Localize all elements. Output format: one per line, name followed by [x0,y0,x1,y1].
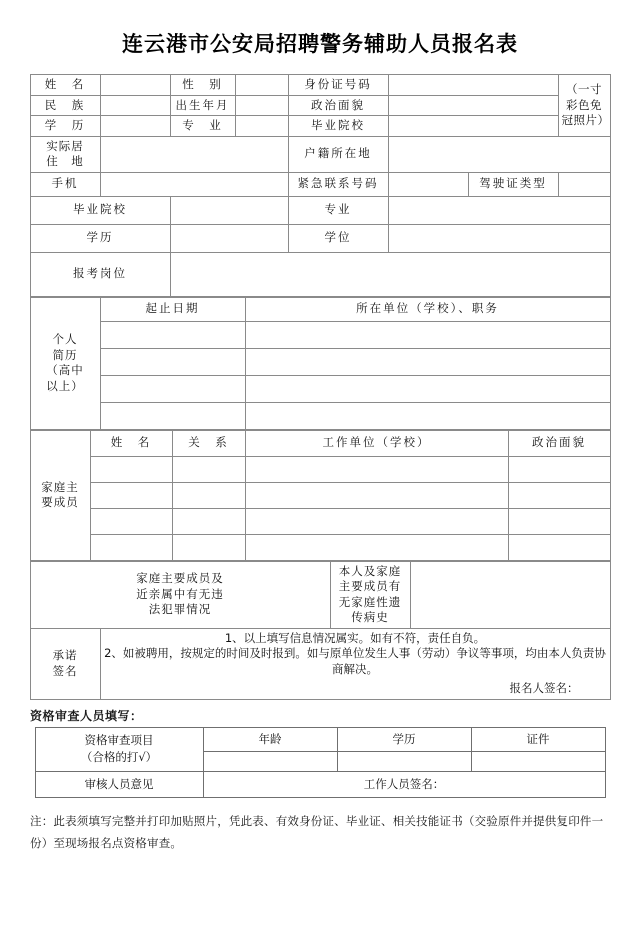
degree-field[interactable] [388,224,610,252]
personal-resume-table [30,297,611,430]
review-column-header-education: 学历 [337,727,471,751]
review-value-certificate[interactable] [471,751,605,771]
graduated-school-label: 毕业院校 [288,116,388,137]
major-label: 专 业 [170,116,235,137]
gender-field[interactable] [235,75,288,96]
family-unit-cell[interactable] [245,534,508,560]
family-political-cell[interactable] [508,534,610,560]
family-unit-cell[interactable] [245,508,508,534]
applicant-info-table [30,74,611,297]
commitment-item-1: 1、以上填写信息情况属实。如有不符，责任自负。 [224,630,486,645]
resume-column-header-date: 起止日期 [100,297,245,321]
political-status-field[interactable] [388,95,558,116]
family-political-cell[interactable] [508,456,610,482]
major2-field[interactable] [388,196,610,224]
residence-field[interactable] [100,136,288,172]
family-relation-cell[interactable] [172,482,245,508]
resume-label-line-1: 简历 [52,347,78,362]
review-item-label-line2: （合格的打√） [80,750,158,765]
resume-date-cell[interactable] [100,321,245,348]
review-value-education[interactable] [337,751,471,771]
ethnicity-label: 民 族 [30,95,100,116]
table-row [30,297,610,321]
table-row [30,628,610,699]
reviewer-opinion-label: 审核人员意见 [35,771,203,797]
photo-placeholder[interactable] [558,75,610,137]
photo-note-line2: 冠照片） [561,113,610,128]
form-footnote: 注：此表须填写完整并打印加贴照片，凭此表、有效身份证、毕业证、相关技能证书（交验原件并提供复印件一份）至现场报名点资格审查。 [30,813,604,851]
table-row [30,508,610,534]
resume-unit-cell[interactable] [245,348,610,375]
ethnicity-field[interactable] [100,95,170,116]
residence-label-line2: 住 地 [46,154,84,169]
family-political-cell[interactable] [508,482,610,508]
commitment-label-line1: 承诺 [52,648,78,663]
family-name-cell[interactable] [90,456,172,482]
commitment-item-2: 2、如被聘用，按规定的时间及时报到。如与原单位发生人事（劳动）争议等事项，均由本人负责协商解决。 [104,646,606,676]
major-field[interactable] [235,116,288,137]
id-number-label: 身份证号码 [288,75,388,96]
education-field[interactable] [100,116,170,137]
birth-date-field[interactable] [235,95,288,116]
mobile-field[interactable] [100,172,288,196]
table-row [30,430,610,456]
hereditary-disease-field[interactable] [410,561,610,628]
hereditary-label-line-0: 本人及家庭 [338,563,402,578]
hereditary-label-line-1: 主要成员有 [338,579,402,594]
mobile-label: 手机 [30,172,100,196]
resume-date-cell[interactable] [100,375,245,402]
birth-date-label: 出生年月 [170,95,235,116]
review-column-header-certificate: 证件 [471,727,605,751]
resume-unit-cell[interactable] [245,375,610,402]
education2-label: 学历 [30,224,170,252]
resume-section-label [30,297,100,429]
emergency-contact-field[interactable] [388,172,468,196]
family-unit-cell[interactable] [245,482,508,508]
family-section-label [30,430,90,560]
table-row [30,561,610,628]
driver-license-label: 驾驶证类型 [468,172,558,196]
graduated-school2-field[interactable] [170,196,288,224]
education-label: 学 历 [30,116,100,137]
resume-column-header-unit: 所在单位（学校）、职务 [245,297,610,321]
family-column-header-relation: 关 系 [172,430,245,456]
family-name-cell[interactable] [90,482,172,508]
driver-license-field[interactable] [558,172,610,196]
family-relation-cell[interactable] [172,534,245,560]
review-column-header-age: 年龄 [203,727,337,751]
criminal-label-line-0: 家庭主要成员及 [136,571,224,586]
table-row [30,375,610,402]
name-label: 姓 名 [30,75,100,96]
family-column-header-name: 姓 名 [90,430,172,456]
family-relation-cell[interactable] [172,508,245,534]
review-item-label [35,727,203,771]
criminal-record-label [30,561,330,628]
review-item-label-line1: 资格审查项目 [84,733,154,748]
commitment-label-line2: 签名 [52,663,78,678]
table-row [30,321,610,348]
page-title: 连云港市公安局招聘警务辅助人员报名表 [122,31,518,56]
resume-unit-cell[interactable] [245,402,610,429]
graduated-school-field[interactable] [388,116,558,137]
id-number-field[interactable] [388,75,558,96]
staff-signature-field[interactable]: 工作人员签名： [203,771,605,797]
resume-label-line-3: 以上） [46,378,84,393]
resume-unit-cell[interactable] [245,321,610,348]
applicant-signature-label[interactable]: 报名人签名： [509,681,579,696]
residence-label [30,136,100,172]
degree-label: 学位 [288,224,388,252]
family-label-line-0: 家庭主 [41,479,79,494]
emergency-contact-label: 紧急联系号码 [288,172,388,196]
criminal-label-line-2: 法犯罪情况 [148,602,212,617]
household-label: 户籍所在地 [288,136,388,172]
education2-field[interactable] [170,224,288,252]
criminal-label-line-1: 近亲属中有无违 [136,586,224,601]
family-label-line-1: 要成员 [41,495,79,510]
political-status-label: 政治面貌 [288,95,388,116]
background-commitment-table [30,561,611,700]
resume-date-cell[interactable] [100,402,245,429]
table-row [30,224,610,252]
table-row [30,95,610,116]
name-field[interactable] [100,75,170,96]
table-row [30,482,610,508]
hereditary-label-line-3: 传病史 [351,610,389,625]
applied-position-field[interactable] [170,252,610,296]
family-column-header-unit: 工作单位（学校） [245,430,508,456]
gender-label: 性 别 [170,75,235,96]
commitment-label [30,628,100,699]
family-political-cell[interactable] [508,508,610,534]
residence-label-line1: 实际居 [46,138,84,153]
family-members-table [30,430,611,561]
resume-date-cell[interactable] [100,348,245,375]
family-unit-cell[interactable] [245,456,508,482]
table-row [30,75,610,96]
table-row [35,771,605,797]
resume-label-line-2: （高中 [46,363,84,378]
table-row [30,534,610,560]
resume-label-line-0: 个人 [52,332,78,347]
table-row [35,727,605,751]
qualification-review-table [35,727,606,798]
table-row [30,136,610,172]
table-row [30,172,610,196]
family-relation-cell[interactable] [172,456,245,482]
table-row [30,116,610,137]
commitment-text-cell [100,628,610,699]
hereditary-label-line-2: 无家庭性遗 [338,594,402,609]
review-section-note: 资格审查人员填写： [30,708,143,723]
photo-note-line1: （一寸彩色免 [566,82,602,112]
major2-label: 专业 [288,196,388,224]
household-field[interactable] [388,136,610,172]
table-row [30,196,610,224]
hereditary-disease-label [330,561,410,628]
family-name-cell[interactable] [90,534,172,560]
family-column-header-political: 政治面貌 [508,430,610,456]
graduated-school2-label: 毕业院校 [30,196,170,224]
table-row [30,456,610,482]
table-row [30,252,610,296]
applied-position-label: 报考岗位 [30,252,170,296]
review-value-age[interactable] [203,751,337,771]
table-row [30,348,610,375]
table-row [30,402,610,429]
family-name-cell[interactable] [90,508,172,534]
